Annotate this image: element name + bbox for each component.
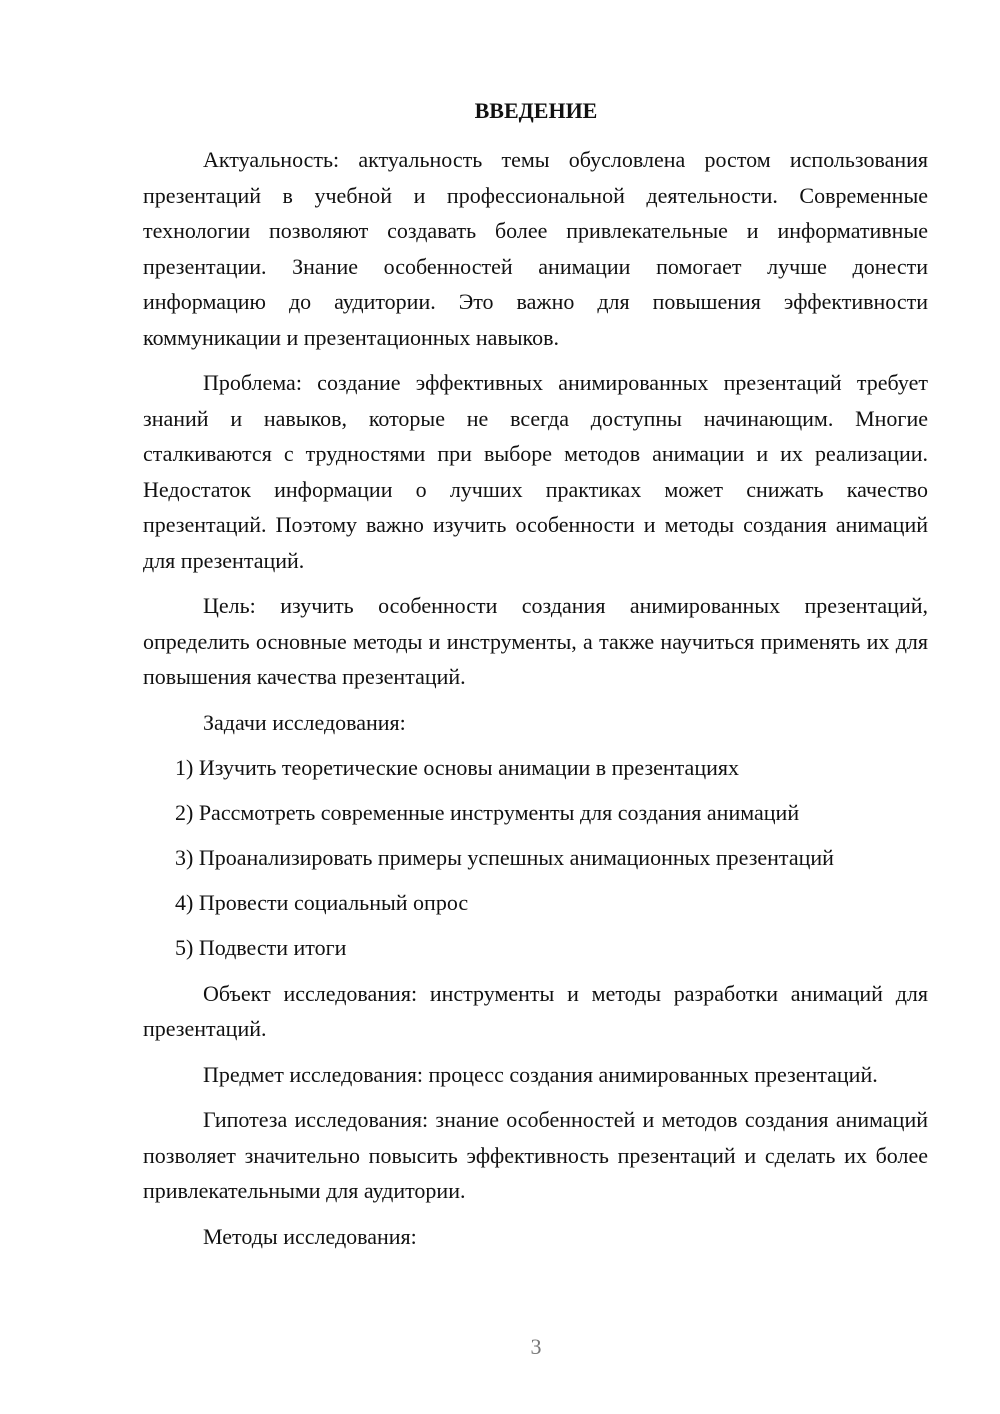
list-item: 5) Подвести итоги — [175, 935, 347, 960]
body-text — [143, 142, 928, 1264]
paragraph-hypothesis: Гипотеза исследования: знание особенностей и методов создания анимаций позволяет значительно повысить эффективность презентаций и сделать их более привлекательными для аудитории. — [143, 1107, 928, 1203]
page-number: 3 — [530, 1334, 542, 1359]
paragraph-problem: Проблема: создание эффективных анимированных презентаций требует знаний и навыков, которые не всегда доступны начинающим. Многие сталкиваются с трудностями при выборе методов анимации и их реализации. Недостаток информации о лучших практиках может снижать качество презентаций. Поэтому важно изучить особенности и методы создания анимаций для презентаций. — [143, 370, 928, 573]
tasks-heading: Задачи исследования: — [203, 709, 406, 735]
list-item: 1) Изучить теоретические основы анимации в презентациях — [175, 755, 739, 780]
list-item: 3) Проанализировать примеры успешных анимационных презентаций — [175, 845, 834, 870]
page-title: ВВЕДЕНИЕ — [474, 98, 598, 123]
paragraph-subject: Предмет исследования: процесс создания анимированных презентаций. — [203, 1061, 878, 1087]
list-item: 4) Провести социальный опрос — [175, 890, 469, 915]
tasks-list — [143, 750, 928, 966]
methods-heading: Методы исследования: — [203, 1223, 417, 1249]
list-item: 2) Рассмотреть современные инструменты для создания анимаций — [175, 800, 800, 825]
paragraph-goal: Цель: изучить особенности создания анимированных презентаций, определить основные методы и инструменты, а также научиться применять их для повышения качества презентаций. — [143, 593, 928, 689]
paragraph-relevance: Актуальность: актуальность темы обусловлена ростом использования презентаций в учебной и профессиональной деятельности. Современные технологии позволяют создавать более привлекательные и информативные презентации. Знание особенностей анимации помогает лучше донести информацию до аудитории. Это важно для повышения эффективности коммуникации и презентационных навыков. — [143, 147, 928, 350]
paragraph-object: Объект исследования: инструменты и методы разработки анимаций для презентаций. — [143, 980, 928, 1041]
